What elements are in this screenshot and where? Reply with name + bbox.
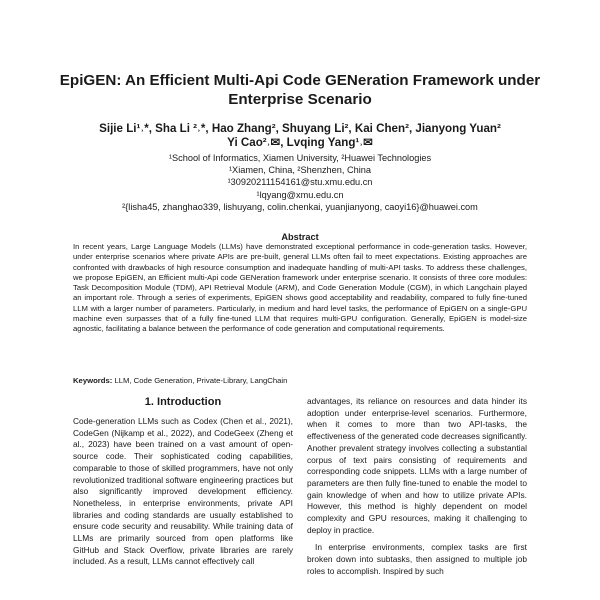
keywords-list: LLM, Code Generation, Private-Library, LangChain bbox=[112, 376, 288, 385]
intro-right-column bbox=[307, 396, 527, 600]
intro-paragraph: Code-generation LLMs such as Codex (Chen et al., 2021), CodeGen (Nijkamp et al., 2022), and CodeGeex (Zheng et al., 2023) have been trained on a vast amount of open-source code. Their sophisticated coding capabilities, comparable to those of skilled programmers, have not only revolutionized traditional software engineering practices but also significantly improved development efficiency. Nonetheless, in enterprise environments, private API libraries and coding standards are usually established to ensure code security and reusability. While training data of LLMs are primarily sourced from open platforms like GitHub and Stack Overflow, private libraries are rarely included. As a result, LLMs cannot effectively call bbox=[73, 416, 293, 567]
affiliations bbox=[40, 152, 560, 213]
paper-title bbox=[40, 71, 560, 109]
authors-line-2: Yi Cao²˒✉, Lvqing Yang¹˒✉ bbox=[227, 136, 373, 149]
affiliation-email: ²{lisha45, zhanghao339, lishuyang, colin.chenkai, yuanjianyong, caoyi16}@huawei.com bbox=[122, 201, 478, 212]
title-line-2: Enterprise Scenario bbox=[228, 91, 372, 108]
affiliation-email: ¹lqyang@xmu.edu.cn bbox=[256, 189, 344, 200]
keywords-label: Keywords: bbox=[73, 376, 113, 385]
title-line-1: EpiGEN: An Efficient Multi-Api Code GENeration Framework under bbox=[59, 72, 541, 89]
section-heading-introduction: 1. Introduction bbox=[144, 396, 222, 408]
abstract-heading: Abstract bbox=[281, 232, 319, 242]
author-list bbox=[40, 122, 560, 150]
abstract-text: In recent years, Large Language Models (LLMs) have demonstrated exceptional performance in code-generation tasks. However, under enterprise scenarios where private APIs are pre-built, general LLMs often fail to meet expectations. Existing approaches are confronted with drawbacks of high resource consumption and inadequate handling of multi-API tasks. To address these challenges, we propose EpiGEN, an Efficient multi-Api code GENeration framework under enterprise scenario. It consists of three core modules: Task Decomposition Module (TDM), API Retrieval Module (ARM), and Code Generation Module (CGM), in which Langchain played an important role. Through a series of experiments, EpiGEN shows good acceptability and readability, compared to fully fine-tuned LLM with a larger number of parameters. Particularly, in medium and hard level tasks, the performance of EpiGEN on a single-GPU machine even surpasses that of a fully fine-tuned LLM that requires multi-GPU configuration. Generally, EpiGEN is model-size agnostic, facilitating a balance between the performance of code generation and computational requirements. bbox=[73, 242, 527, 334]
intro-left-column bbox=[73, 416, 293, 568]
keywords bbox=[73, 376, 527, 386]
intro-paragraph: advantages, its reliance on resources and data hinder its adoption under enterprise-level scenarios. Furthermore, when it comes to more than two API-tasks, the effectiveness of the generated code decreases significantly. Another prevalent strategy involves collecting a substantial corpus of text pairs consisting of requirements and corresponding code snippets. LLMs with a large number of parameters are then fully fine-tuned to enable the model to gain knowledge of when and how to utilize private APIs. However, this method is highly dependent on model complexity and GPU resources, making it challenging to deploy in practice. bbox=[307, 396, 527, 535]
affiliation-line: ¹School of Informatics, Xiamen University, ²Huawei Technologies bbox=[168, 153, 432, 163]
authors-line-1: Sijie Li¹˒*, Sha Li ²˒*, Hao Zhang², Shuyang Li², Kai Chen², Jianyong Yuan² bbox=[99, 122, 501, 135]
affiliation-email: ¹30920211154161@stu.xmu.edu.cn bbox=[227, 177, 373, 188]
affiliation-line: ¹Xiamen, China, ²Shenzhen, China bbox=[229, 165, 371, 176]
intro-paragraph: In enterprise environments, complex tasks are first broken down into subtasks, then assigned to multiple job roles to accomplish. Inspired by such bbox=[307, 542, 527, 576]
